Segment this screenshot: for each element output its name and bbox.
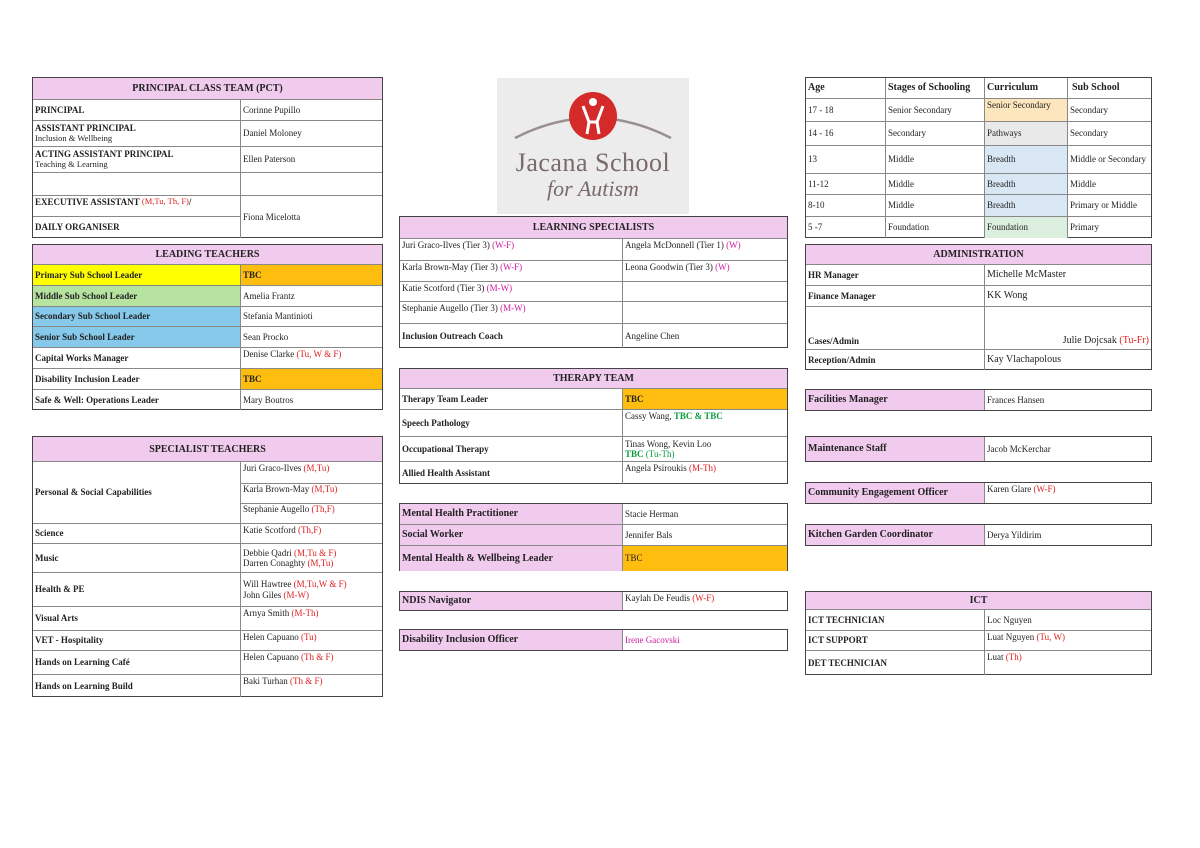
subschool-cell: Secondary bbox=[1070, 104, 1108, 115]
therapy-role: Occupational Therapy bbox=[400, 437, 623, 461]
age-cell: 5 -7 bbox=[806, 217, 886, 238]
facilities-table bbox=[805, 389, 1152, 411]
specialist-name: Helen Capuano (Th & F) bbox=[243, 652, 334, 662]
age-cell: 11-12 bbox=[806, 174, 886, 194]
leading-name: Amelia Frantz bbox=[243, 290, 295, 301]
administration-table bbox=[805, 244, 1152, 370]
specialist-name: Katie Scotford (Th,F) bbox=[243, 525, 322, 535]
specialist-name: Debbie Qadri (M,Tu & F) Darren Conaghty (M,Tu) bbox=[243, 547, 337, 568]
leading-role: Safe & Well: Operations Leader bbox=[33, 390, 241, 410]
specialist-name: Helen Capuano (Tu) bbox=[243, 632, 317, 642]
ict-name: Luat Nguyen (Tu, W) bbox=[987, 632, 1066, 642]
stage-cell: Middle bbox=[886, 146, 985, 173]
pct-title: PRINCIPAL CLASS TEAM (PCT) bbox=[33, 78, 382, 100]
learning-specialist: Katie Scotford (Tier 3) (M-W) bbox=[400, 282, 623, 301]
subschool-cell: Primary or Middle bbox=[1070, 200, 1137, 211]
pct-table bbox=[32, 77, 383, 238]
age-cell: 13 bbox=[806, 146, 886, 173]
subschool-cell: Secondary bbox=[1070, 128, 1108, 139]
learning-specialist: Angela McDonnell (Tier 1) (W) bbox=[625, 240, 741, 250]
leading-name: Mary Boutros bbox=[243, 394, 294, 405]
learning-specialist: Leona Goodwin (Tier 3) (W) bbox=[625, 262, 730, 272]
leading-role: Secondary Sub School Leader bbox=[33, 307, 241, 326]
specialist-role: VET - Hospitality bbox=[33, 631, 241, 650]
admin-role: Reception/Admin bbox=[806, 350, 985, 370]
school-logo bbox=[497, 78, 689, 214]
stage-cell: Middle bbox=[886, 195, 985, 216]
admin-title: ADMINISTRATION bbox=[806, 245, 1151, 265]
logo-line-2: for Autism bbox=[547, 176, 639, 201]
subschool-cell: Middle bbox=[1070, 178, 1096, 189]
therapy-name: Tinas Wong, Kevin Loo TBC (Tu-Th) bbox=[625, 438, 712, 459]
age-cell: 8-10 bbox=[806, 195, 886, 216]
specialist-role: Science bbox=[33, 524, 241, 543]
specialist-title: SPECIALIST TEACHERS bbox=[33, 437, 382, 462]
dio-table bbox=[399, 629, 788, 651]
curriculum-cell: Pathways bbox=[985, 122, 1068, 145]
ict-name: Luat (Th) bbox=[987, 652, 1022, 662]
specialist-name: Will Hawtree (M,Tu,W & F) John Giles (M-W) bbox=[243, 579, 347, 600]
specialist-name: Stephanie Augello (Th,F) bbox=[243, 504, 335, 514]
admin-role: Finance Manager bbox=[806, 286, 985, 306]
wellbeing-name: Jennifer Bals bbox=[625, 529, 673, 540]
pct-name: Corinne Pupillo bbox=[243, 104, 301, 115]
kitchen-role: Kitchen Garden Coordinator bbox=[806, 525, 985, 545]
curriculum-cell: Breadth bbox=[985, 195, 1068, 216]
therapy-role: Speech Pathology bbox=[400, 410, 623, 436]
admin-name: Julie Dojcsak (Tu-Fr) bbox=[1062, 334, 1149, 346]
admin-role: Cases/Admin bbox=[806, 307, 985, 349]
kitchen-table bbox=[805, 524, 1152, 546]
pct-name: Daniel Moloney bbox=[243, 128, 302, 139]
specialist-role: Health & PE bbox=[33, 573, 241, 606]
wellbeing-table bbox=[399, 503, 788, 571]
leading-role: Capital Works Manager bbox=[33, 348, 241, 368]
specialist-name: Karla Brown-May (M,Tu) bbox=[243, 484, 338, 494]
leading-name: Denise Clarke (Tu, W & F) bbox=[243, 349, 342, 359]
age-header: Age bbox=[806, 78, 886, 98]
curriculum-cell: Breadth bbox=[985, 174, 1068, 194]
leading-role: Disability Inclusion Leader bbox=[33, 369, 241, 389]
dio-role: Disability Inclusion Officer bbox=[400, 630, 623, 650]
ict-role: ICT TECHNICIAN bbox=[806, 610, 985, 630]
wellbeing-role: Mental Health Practitioner bbox=[400, 504, 623, 524]
facilities-name: Frances Hansen bbox=[987, 394, 1045, 405]
daily-organiser-role: DAILY ORGANISER bbox=[35, 221, 120, 232]
maintenance-name: Jacob McKerchar bbox=[987, 443, 1051, 454]
exec-role: EXECUTIVE ASSISTANT (M,Tu, Th, F) / bbox=[35, 196, 192, 207]
school-emblem-icon bbox=[497, 78, 689, 148]
subschool-header: Sub School bbox=[1072, 82, 1120, 94]
exec-name: Fiona Micelotta bbox=[243, 211, 301, 222]
community-table bbox=[805, 482, 1152, 504]
specialist-role: Hands on Learning Build bbox=[33, 675, 241, 697]
leading-name: Sean Procko bbox=[243, 331, 289, 342]
ict-role: DET TECHNICIAN bbox=[806, 651, 985, 675]
pct-role: PRINCIPAL bbox=[33, 100, 241, 120]
learning-title: LEARNING SPECIALISTS bbox=[400, 217, 787, 239]
stage-cell: Middle bbox=[886, 174, 985, 194]
admin-name: Kay Vlachapolous bbox=[987, 354, 1061, 366]
specialist-teachers-table bbox=[32, 436, 383, 697]
specialist-name: Arnya Smith (M-Th) bbox=[243, 608, 319, 618]
specialist-role: Visual Arts bbox=[33, 607, 241, 630]
dio-name: Irene Gacovski bbox=[625, 634, 680, 645]
ict-role: ICT SUPPORT bbox=[806, 631, 985, 650]
admin-name: KK Wong bbox=[987, 290, 1028, 302]
facilities-role: Facilities Manager bbox=[806, 390, 985, 410]
admin-name: Michelle McMaster bbox=[987, 269, 1067, 281]
outreach-role: Inclusion Outreach Coach bbox=[400, 324, 623, 348]
curriculum-cell: Foundation bbox=[985, 217, 1068, 238]
learning-specialists-table bbox=[399, 216, 788, 348]
leading-role: Senior Sub School Leader bbox=[33, 327, 241, 347]
therapy-role: Allied Health Assistant bbox=[400, 462, 623, 484]
age-stage-table bbox=[805, 77, 1152, 238]
admin-role: HR Manager bbox=[806, 265, 985, 285]
wellbeing-role: Social Worker bbox=[400, 525, 623, 545]
specialist-role: Personal & Social Capabilities bbox=[33, 462, 241, 523]
wellbeing-name: Stacie Herman bbox=[625, 508, 679, 519]
leading-title: LEADING TEACHERS bbox=[33, 245, 382, 265]
stage-cell: Senior Secondary bbox=[886, 99, 985, 121]
leading-name: TBC bbox=[241, 369, 382, 389]
logo-line-1: Jacana School bbox=[515, 148, 671, 177]
learning-specialist: Karla Brown-May (Tier 3) (W-F) bbox=[400, 261, 623, 281]
community-name: Karen Glare (W-F) bbox=[987, 484, 1056, 494]
subschool-cell: Primary bbox=[1070, 222, 1099, 233]
therapy-name: TBC bbox=[623, 389, 787, 409]
maintenance-table bbox=[805, 436, 1152, 462]
specialist-role: Hands on Learning Café bbox=[33, 651, 241, 674]
therapy-team-table bbox=[399, 368, 788, 484]
therapy-title: THERAPY TEAM bbox=[400, 369, 787, 389]
pct-role: ASSISTANT PRINCIPAL Inclusion & Wellbeing bbox=[33, 121, 241, 146]
wellbeing-role: Mental Health & Wellbeing Leader bbox=[400, 546, 623, 571]
ict-table bbox=[805, 591, 1152, 675]
specialist-name: Juri Graco-Ilves (M,Tu) bbox=[243, 463, 330, 473]
stages-header: Stages of Schooling bbox=[886, 78, 985, 98]
ict-name: Loc Nguyen bbox=[987, 614, 1032, 625]
stage-cell: Foundation bbox=[886, 217, 985, 238]
pct-name: Ellen Paterson bbox=[243, 154, 296, 165]
outreach-name: Angeline Chen bbox=[625, 330, 680, 341]
specialist-name: Baki Turhan (Th & F) bbox=[243, 676, 323, 686]
curriculum-header: Curriculum bbox=[985, 78, 1068, 98]
learning-specialist: Stephanie Augello (Tier 3) (M-W) bbox=[400, 302, 623, 323]
specialist-role: Music bbox=[33, 544, 241, 572]
leading-role: Middle Sub School Leader bbox=[33, 286, 241, 306]
age-cell: 17 - 18 bbox=[806, 99, 886, 121]
pct-role: ACTING ASSISTANT PRINCIPAL Teaching & Learning bbox=[33, 147, 241, 172]
subschool-cell: Middle or Secondary bbox=[1070, 154, 1146, 165]
therapy-role: Therapy Team Leader bbox=[400, 389, 623, 409]
learning-specialist: Juri Graco-Ilves (Tier 3) (W-F) bbox=[400, 239, 623, 260]
kitchen-name: Derya Yildirim bbox=[987, 529, 1042, 540]
maintenance-role: Maintenance Staff bbox=[806, 437, 985, 461]
leading-teachers-table bbox=[32, 244, 383, 410]
curriculum-cell: Senior Secondary bbox=[985, 99, 1068, 121]
leading-name: Stefania Mantinioti bbox=[243, 311, 313, 322]
therapy-name: Cassy Wang, TBC & TBC bbox=[625, 411, 723, 421]
wellbeing-name: TBC bbox=[623, 546, 787, 571]
age-cell: 14 - 16 bbox=[806, 122, 886, 145]
community-role: Community Engagement Officer bbox=[806, 483, 985, 503]
ndis-role: NDIS Navigator bbox=[400, 592, 623, 610]
ndis-table bbox=[399, 591, 788, 611]
ict-title: ICT bbox=[806, 592, 1151, 610]
leading-role: Primary Sub School Leader bbox=[33, 265, 241, 285]
ndis-name: Kaylah De Feudis (W-F) bbox=[625, 593, 715, 603]
leading-name: TBC bbox=[241, 265, 382, 285]
therapy-name: Angela Psiroukis (M-Th) bbox=[625, 463, 716, 473]
curriculum-cell: Breadth bbox=[985, 146, 1068, 173]
stage-cell: Secondary bbox=[886, 122, 985, 145]
